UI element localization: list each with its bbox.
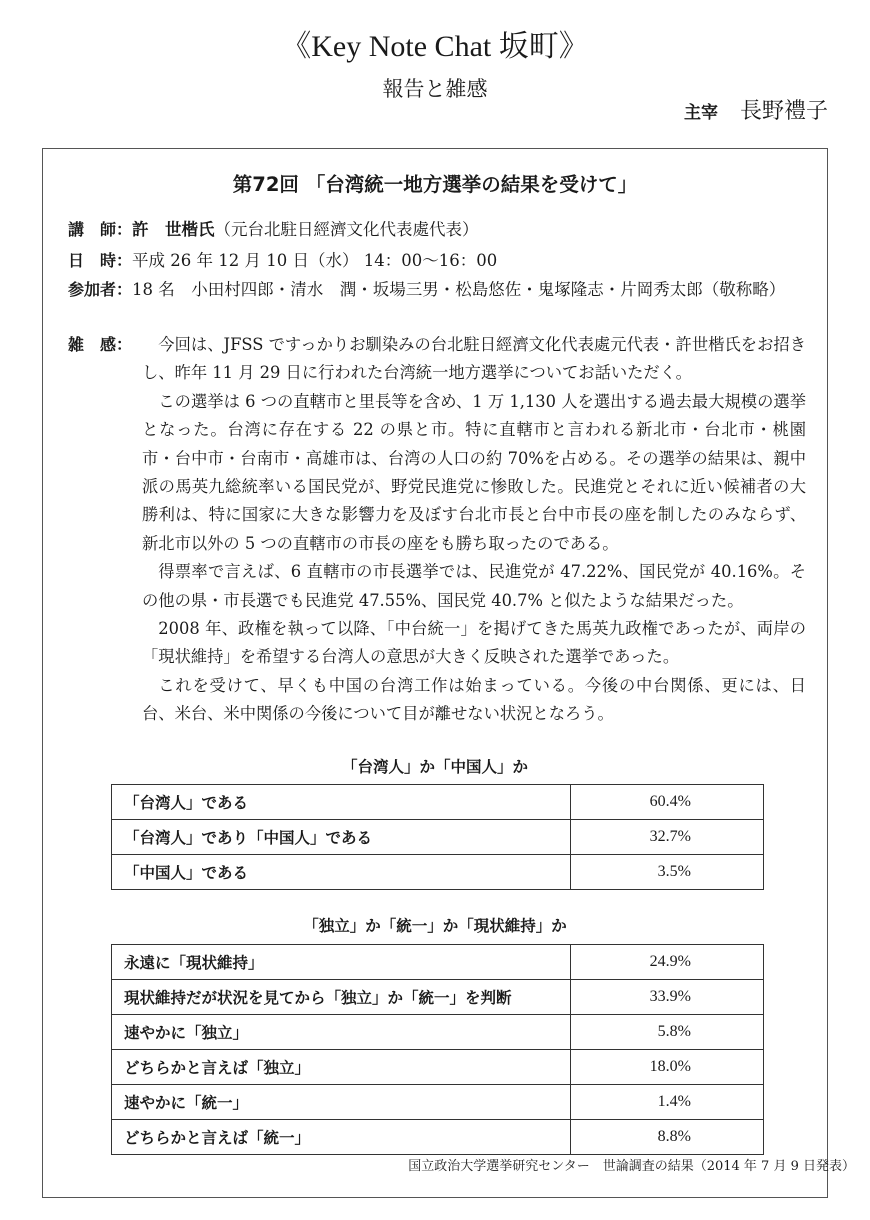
row-label: どちらかと言えば「統一」 bbox=[112, 1120, 571, 1155]
speaker-name: 許 世楷氏 bbox=[132, 220, 215, 239]
table-row bbox=[112, 785, 764, 820]
source-note: 国立政治大学選挙研究センター 世論調査の結果（2014 年 7 月 9 日発表） bbox=[408, 1159, 855, 1174]
speaker-note: （元台北駐日經濟文化代表處代表） bbox=[214, 220, 479, 239]
participants-value: 18 名 小田村四郎・清水 潤・坂場三男・松島悠佐・鬼塚隆志・片岡秀太郎（敬称略） bbox=[132, 280, 786, 299]
date-value: 平成 26 年 12 月 10 日（水） 14：00〜16：00 bbox=[132, 251, 498, 270]
row-value: 3.5% bbox=[571, 855, 764, 890]
row-value: 24.9% bbox=[571, 945, 764, 980]
session-title: 第72回 「台湾統一地方選挙の結果を受けて」 bbox=[232, 173, 638, 196]
table-row bbox=[112, 980, 764, 1015]
table-row bbox=[112, 1015, 764, 1050]
row-value: 5.8% bbox=[571, 1015, 764, 1050]
row-value: 33.9% bbox=[571, 980, 764, 1015]
host-name: 長野禮子 bbox=[739, 99, 828, 124]
essay-paragraph: 今回は、JFSS ですっかりお馴染みの台北駐日經濟文化代表處元代表・許世楷氏をお招きし、昨年 11 月 29 日に行われた台湾統一地方選挙についてお話いただく。 bbox=[142, 335, 806, 383]
page-subtitle: 報告と雑感 bbox=[382, 77, 488, 101]
row-label: どちらかと言えば「独立」 bbox=[112, 1050, 571, 1085]
essay-body bbox=[142, 331, 806, 729]
table-row bbox=[112, 1085, 764, 1120]
speaker-label: 講 師： bbox=[68, 220, 133, 239]
row-value: 1.4% bbox=[571, 1085, 764, 1120]
independence-survey-table bbox=[111, 944, 764, 1155]
row-value: 18.0% bbox=[571, 1050, 764, 1085]
table-row bbox=[112, 855, 764, 890]
row-value: 32.7% bbox=[571, 820, 764, 855]
table1-title: 「台湾人」か「中国人」か bbox=[341, 758, 528, 776]
host-line bbox=[684, 98, 828, 127]
table-row bbox=[112, 945, 764, 980]
table2-title: 「独立」か「統一」か「現状維持」か bbox=[303, 917, 567, 935]
row-label: 「台湾人」であり「中国人」である bbox=[112, 820, 571, 855]
essay-paragraph: これを受けて、早くも中国の台湾工作は始まっている。今後の中台関係、更には、日台、米台、米中関係の今後について目が離せない状況となろう。 bbox=[142, 675, 806, 724]
table-row bbox=[112, 820, 764, 855]
speaker-line bbox=[68, 219, 479, 241]
table-row bbox=[112, 1120, 764, 1155]
row-label: 速やかに「統一」 bbox=[112, 1085, 571, 1120]
table-row bbox=[112, 1050, 764, 1085]
row-value: 60.4% bbox=[571, 785, 764, 820]
row-label: 現状維持だが状況を見てから「独立」か「統一」を判断 bbox=[112, 980, 571, 1015]
row-value: 8.8% bbox=[571, 1120, 764, 1155]
essay-paragraph: 2008 年、政権を執って以降、「中台統一」を掲げてきた馬英九政権であったが、両岸の「現状維持」を希望する台湾人の意思が大きく反映された選挙であった。 bbox=[142, 619, 806, 667]
date-label: 日 時： bbox=[68, 251, 133, 270]
participants-line bbox=[68, 279, 785, 301]
participants-label: 参加者： bbox=[68, 280, 133, 299]
row-label: 「台湾人」である bbox=[112, 785, 571, 820]
date-line bbox=[68, 250, 497, 272]
page-title: 《Key Note Chat 坂町》 bbox=[281, 30, 589, 63]
row-label: 「中国人」である bbox=[112, 855, 571, 890]
essay-paragraph: 得票率で言えば、6 直轄市の市長選挙では、民進党が 47.22%、国民党が 40.16%。その他の県・市長選でも民進党 47.55%、国民党 40.7% と似たような結果だった。 bbox=[142, 562, 806, 610]
row-label: 永遠に「現状維持」 bbox=[112, 945, 571, 980]
identity-survey-table bbox=[111, 784, 764, 890]
essay-paragraph: この選挙は 6 つの直轄市と里長等を含め、1 万 1,130 人を選出する過去最大規模の選挙となった。台湾に存在する 22 の県と市。特に直轄市と言われる新北市・台北市・桃園市・台中市・台南市・高雄市は、台湾の人口の約 70%を占める。その選挙の結果は、親中派の馬英九総統率いる国民党が、野党民進党に惨敗した。民進党とそれに近い候補者の大勝利は、特に国家に大きな影響力を及ぼす台北市長と台中市長の座を制したのみならず、新北市以外の 5 つの直轄市の市長の座をも勝ち取ったのである。 bbox=[142, 391, 806, 553]
host-label: 主宰 bbox=[683, 103, 718, 123]
row-label: 速やかに「独立」 bbox=[112, 1015, 571, 1050]
essay-label: 雑 感： bbox=[68, 335, 133, 354]
